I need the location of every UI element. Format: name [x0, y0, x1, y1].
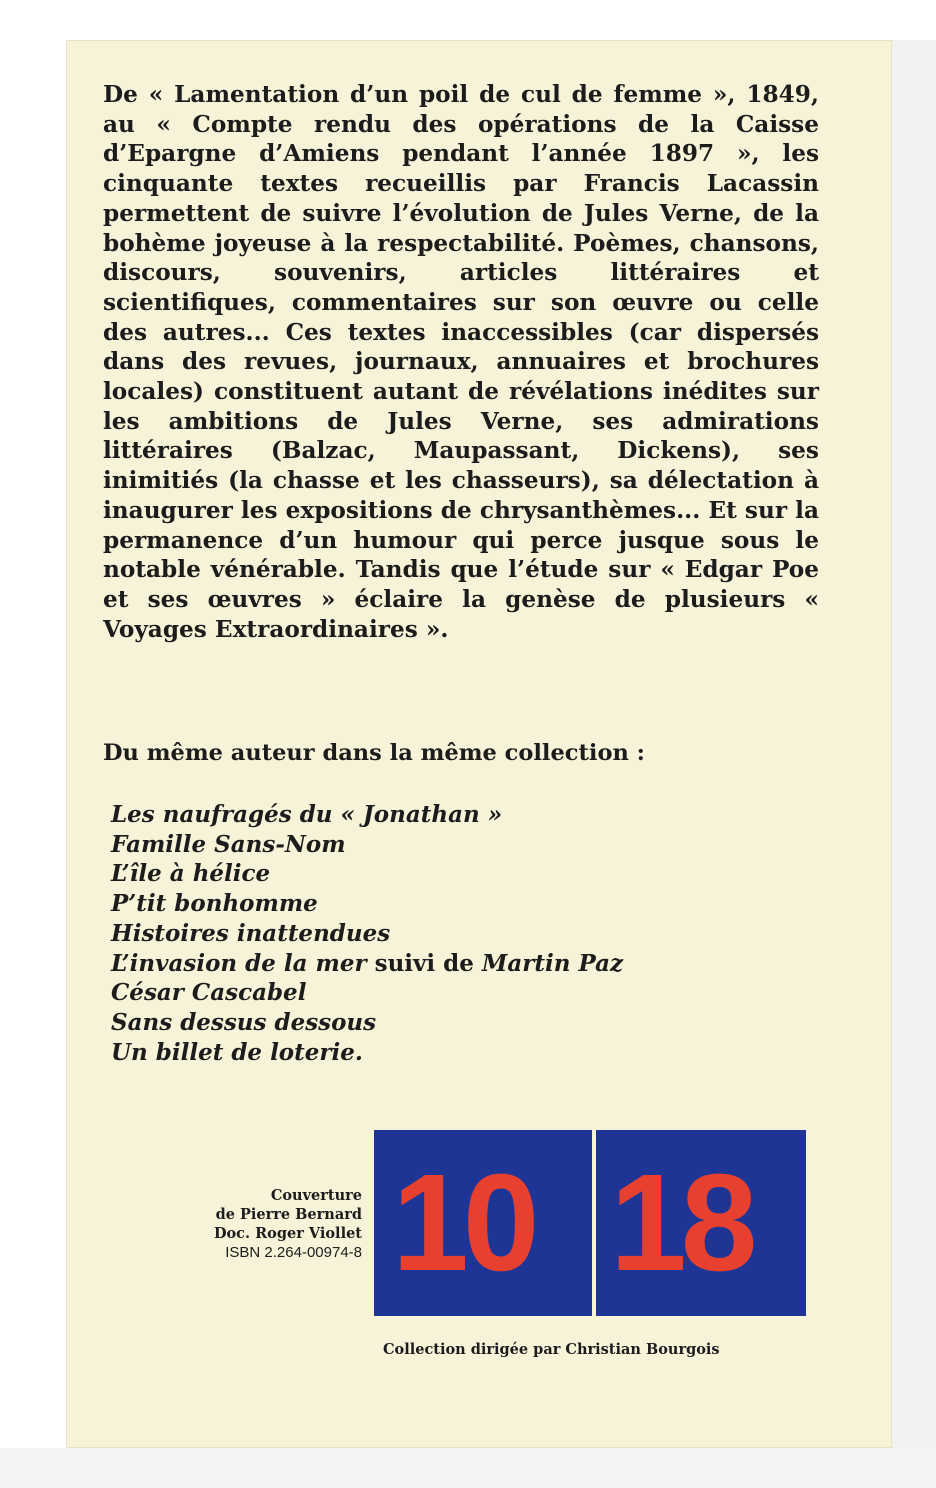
logo-number-left: 10 — [392, 1146, 534, 1300]
cover-credits — [190, 1186, 362, 1263]
list-item: P’tit bonhomme — [111, 890, 318, 918]
title-list — [111, 800, 623, 1067]
logo-divider — [592, 1130, 596, 1316]
blurb-text: De « Lamentation d’un poil de cul de femme », 1849, au « Compte rendu des opérations de la Caisse d’Epargne d’Amiens pendant l’année 1897 », les cinquante textes recueillis par Francis Lacassin permettent de suivre l’évolution de Jules Verne, de la bohème joyeuse à la respectabilité. Poèmes, chansons, discours, souvenirs, articles littéraires et scientifiques, commentaires sur son œuvre ou celle des autres... Ces textes inaccessibles (car dispersés dans des revues, journaux, annuaires et brochures locales) constituent autant de révélations inédites sur les ambitions de Jules Verne, ses admirations littéraires (Balzac, Maupassant, Dickens), ses inimitiés (la chasse et les chasseurs), sa délectation à inaugurer les expositions de chrysanthèmes... Et sur la permanence d’un humour qui perce jusque sous le notable vénérable. Tandis que l’étude sur « Edgar Poe et ses œuvres » éclaire la genèse de plusieurs « Voyages Extraordinaires ». — [103, 81, 819, 643]
credit-line: Doc. Roger Viollet — [213, 1225, 362, 1242]
isbn: ISBN 2.264-00974-8 — [225, 1244, 362, 1261]
list-item: L’île à hélice — [111, 860, 271, 888]
list-item: Un billet de loterie. — [111, 1038, 363, 1066]
title-invasion: L’invasion de la mer — [111, 949, 367, 977]
same-author-heading: Du même auteur dans la même collection : — [103, 740, 645, 766]
list-item: Sans dessus dessous — [111, 1008, 377, 1036]
credit-line: de Pierre Bernard — [215, 1206, 362, 1223]
list-item: Histoires inattendues — [111, 919, 391, 947]
publisher-logo-10-18 — [374, 1130, 806, 1316]
credit-line: Couverture — [270, 1187, 362, 1204]
title-martin-paz: Martin Paz — [481, 949, 624, 977]
background-bottom — [0, 1448, 936, 1488]
list-item: Les naufragés du « Jonathan » — [111, 801, 503, 828]
title-joiner: suivi de — [374, 949, 474, 977]
background-right — [892, 40, 936, 1488]
list-item — [111, 949, 623, 979]
logo-number-right: 18 — [610, 1146, 752, 1300]
list-item: Famille Sans-Nom — [111, 830, 346, 858]
list-item: César Cascabel — [111, 979, 307, 1007]
collection-line: Collection dirigée par Christian Bourgois — [383, 1341, 720, 1358]
